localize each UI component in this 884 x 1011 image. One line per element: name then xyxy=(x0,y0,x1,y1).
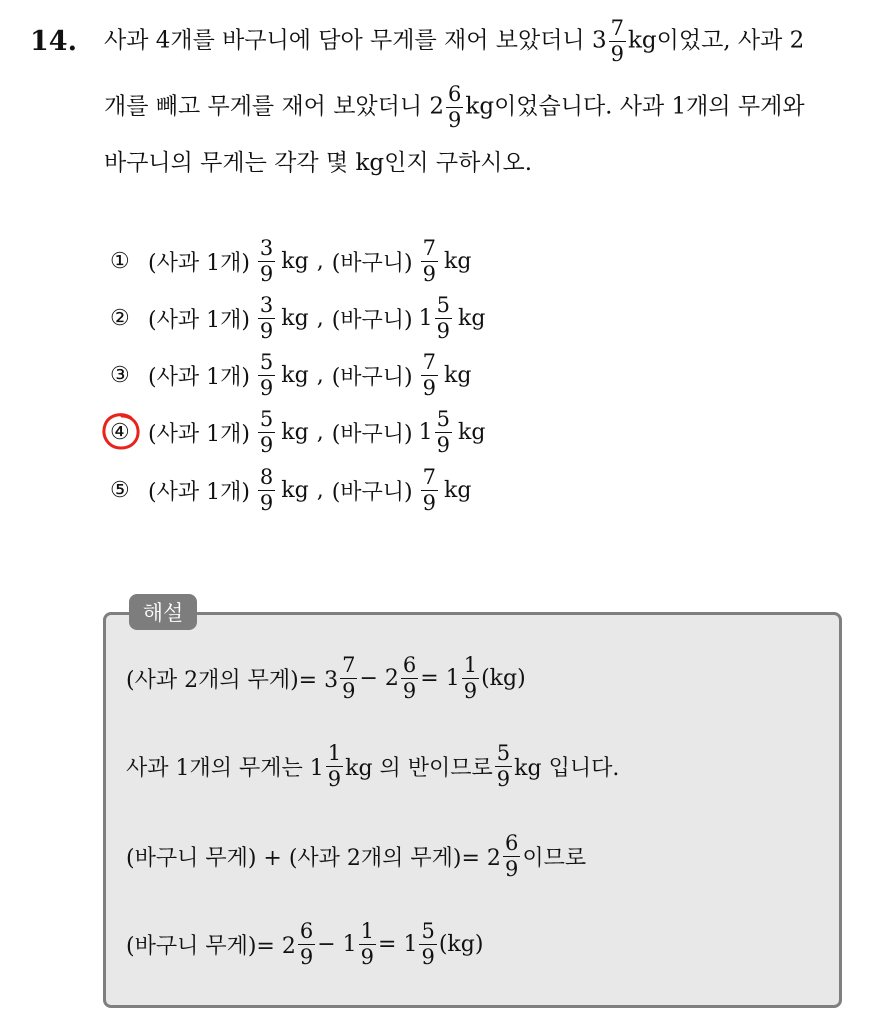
answer-option-1[interactable] xyxy=(110,233,471,289)
option-number: ① xyxy=(110,248,130,274)
fraction-denominator: 9 xyxy=(259,490,274,515)
option-basket-label: (바구니) xyxy=(331,364,413,390)
question-text: 바구니의 무게는 각각 몇 xyxy=(104,150,356,176)
option-basket-label: (바구니) xyxy=(331,250,413,276)
expl-text: (바구니 무게) + (사과 2개의 무게)= 2 xyxy=(126,845,501,871)
fraction xyxy=(419,918,436,969)
option-separator: , xyxy=(316,362,324,388)
answer-option-2[interactable] xyxy=(110,290,485,346)
expl-text: = 1 xyxy=(420,665,460,691)
option-apple-label: (사과 1개) xyxy=(148,250,250,276)
option-separator: , xyxy=(316,248,324,274)
question-line-1 xyxy=(104,18,804,65)
option-number: ⑤ xyxy=(110,477,130,503)
fraction-numerator: 8 xyxy=(259,464,274,489)
answer-option-3[interactable] xyxy=(110,347,471,403)
explanation-line-4 xyxy=(126,914,483,974)
expl-text: (kg) xyxy=(481,665,526,691)
fraction-numerator: 1 xyxy=(327,740,342,765)
option-apple-label: (사과 1개) xyxy=(148,364,250,390)
fraction-numerator: 1 xyxy=(463,652,478,677)
option-separator: , xyxy=(316,477,324,503)
unit: kg xyxy=(355,150,385,176)
expl-text: − 1 xyxy=(317,931,357,957)
option-number: ③ xyxy=(110,362,130,388)
fraction-numerator: 6 xyxy=(299,918,314,943)
fraction xyxy=(421,464,438,515)
explanation-line-3 xyxy=(126,826,586,886)
option-basket-label: (바구니) xyxy=(331,307,413,333)
fraction-numerator: 6 xyxy=(504,830,519,855)
fraction-denominator: 9 xyxy=(422,375,437,400)
fraction xyxy=(326,740,343,791)
fraction-denominator: 9 xyxy=(259,432,274,457)
unit: kg xyxy=(281,248,309,274)
answer-option-5[interactable] xyxy=(110,462,471,518)
expl-text: kg 의 반이므로 xyxy=(345,755,493,781)
question-text: 개를 빼고 무게를 재어 보았더니 xyxy=(104,93,430,120)
fraction xyxy=(503,830,520,881)
fraction-denominator: 9 xyxy=(327,766,342,791)
fraction xyxy=(609,18,626,65)
fraction-numerator: 5 xyxy=(496,740,511,765)
fraction-denominator: 9 xyxy=(421,944,435,969)
expl-text: (kg) xyxy=(438,931,484,957)
unit: kg xyxy=(281,362,309,388)
fraction-numerator: 5 xyxy=(421,918,435,943)
fraction-denominator: 9 xyxy=(504,856,519,881)
expl-text: kg 입니다. xyxy=(514,755,620,781)
option-number: ② xyxy=(110,305,130,331)
fraction-numerator: 5 xyxy=(259,406,274,431)
option-number: ④ xyxy=(110,419,130,445)
fraction-denominator: 9 xyxy=(259,318,274,343)
fraction xyxy=(340,652,357,703)
unit: kg xyxy=(444,477,472,503)
expl-text: (사과 2개의 무게)= 3 xyxy=(126,667,339,693)
selected-answer-circle-icon xyxy=(101,411,141,451)
fraction-denominator: 9 xyxy=(422,490,437,515)
fraction-numerator: 5 xyxy=(436,406,451,431)
expl-text: = 1 xyxy=(378,931,418,957)
fraction xyxy=(359,918,376,969)
mixed-whole: 1 xyxy=(418,305,433,331)
unit: kg xyxy=(444,248,472,274)
fraction xyxy=(495,740,512,791)
expl-text: (바구니 무게)= 2 xyxy=(126,933,296,959)
fraction xyxy=(435,292,452,343)
fraction-numerator: 1 xyxy=(360,918,375,943)
fraction-numerator: 6 xyxy=(448,82,462,106)
fraction xyxy=(421,235,438,286)
question-text: 이었습니다. 사과 1개의 무게와 xyxy=(494,93,805,120)
fraction-numerator: 5 xyxy=(436,292,451,317)
expl-text: 이므로 xyxy=(522,845,587,871)
fraction xyxy=(462,652,479,703)
fraction xyxy=(258,406,275,457)
fraction-denominator: 9 xyxy=(436,318,451,343)
fraction-denominator: 9 xyxy=(360,944,375,969)
fraction-denominator: 9 xyxy=(299,944,314,969)
question-line-2 xyxy=(104,84,805,131)
unit: kg xyxy=(627,27,657,54)
mixed-whole: 3 xyxy=(591,27,607,54)
option-separator: , xyxy=(316,305,324,331)
option-basket-label: (바구니) xyxy=(331,421,413,447)
fraction xyxy=(298,918,315,969)
question-line-3 xyxy=(104,152,532,175)
unit: kg xyxy=(281,419,309,445)
fraction-denominator: 9 xyxy=(496,766,511,791)
fraction-numerator: 7 xyxy=(422,464,437,489)
fraction-numerator: 3 xyxy=(259,235,274,260)
fraction xyxy=(446,84,463,131)
unit: kg xyxy=(458,419,486,445)
mixed-whole: 2 xyxy=(429,93,445,120)
fraction-numerator: 7 xyxy=(422,235,437,260)
mixed-whole: 1 xyxy=(418,419,433,445)
unit: kg xyxy=(458,305,486,331)
fraction xyxy=(258,464,275,515)
fraction xyxy=(258,292,275,343)
fraction-numerator: 5 xyxy=(259,349,274,374)
fraction-numerator: 3 xyxy=(259,292,274,317)
fraction xyxy=(421,349,438,400)
fraction-denominator: 9 xyxy=(342,678,356,703)
fraction-denominator: 9 xyxy=(463,678,478,703)
explanation-tag: 해설 xyxy=(129,594,197,630)
question-text: 이었고, 사과 2 xyxy=(656,27,805,54)
fraction-denominator: 9 xyxy=(259,375,274,400)
fraction xyxy=(435,406,452,457)
fraction-denominator: 9 xyxy=(422,261,437,286)
fraction xyxy=(258,349,275,400)
fraction-denominator: 9 xyxy=(259,261,274,286)
fraction-numerator: 6 xyxy=(402,652,417,677)
question-text: 사과 4개를 바구니에 담아 무게를 재어 보았더니 xyxy=(104,27,592,54)
question-number: 14. xyxy=(30,26,77,57)
option-apple-label: (사과 1개) xyxy=(148,421,250,447)
option-apple-label: (사과 1개) xyxy=(148,307,250,333)
expl-text: 사과 1개의 무게는 1 xyxy=(126,755,324,781)
fraction-denominator: 9 xyxy=(436,432,451,457)
fraction-numerator: 7 xyxy=(610,16,624,40)
expl-text: − 2 xyxy=(359,665,399,691)
fraction-denominator: 9 xyxy=(610,42,624,66)
unit: kg xyxy=(444,362,472,388)
option-basket-label: (바구니) xyxy=(331,479,413,505)
option-apple-label: (사과 1개) xyxy=(148,479,250,505)
fraction-numerator: 7 xyxy=(422,349,437,374)
unit: kg xyxy=(465,93,495,120)
answer-option-4[interactable] xyxy=(110,404,485,460)
explanation-line-2 xyxy=(126,736,619,796)
fraction-denominator: 9 xyxy=(402,678,417,703)
fraction-denominator: 9 xyxy=(448,108,462,132)
fraction xyxy=(258,235,275,286)
unit: kg xyxy=(281,477,309,503)
explanation-line-1 xyxy=(126,648,526,708)
option-separator: , xyxy=(316,419,324,445)
fraction xyxy=(401,652,418,703)
fraction-numerator: 7 xyxy=(342,652,356,677)
question-text: 인지 구하시오. xyxy=(384,150,533,176)
unit: kg xyxy=(281,305,309,331)
